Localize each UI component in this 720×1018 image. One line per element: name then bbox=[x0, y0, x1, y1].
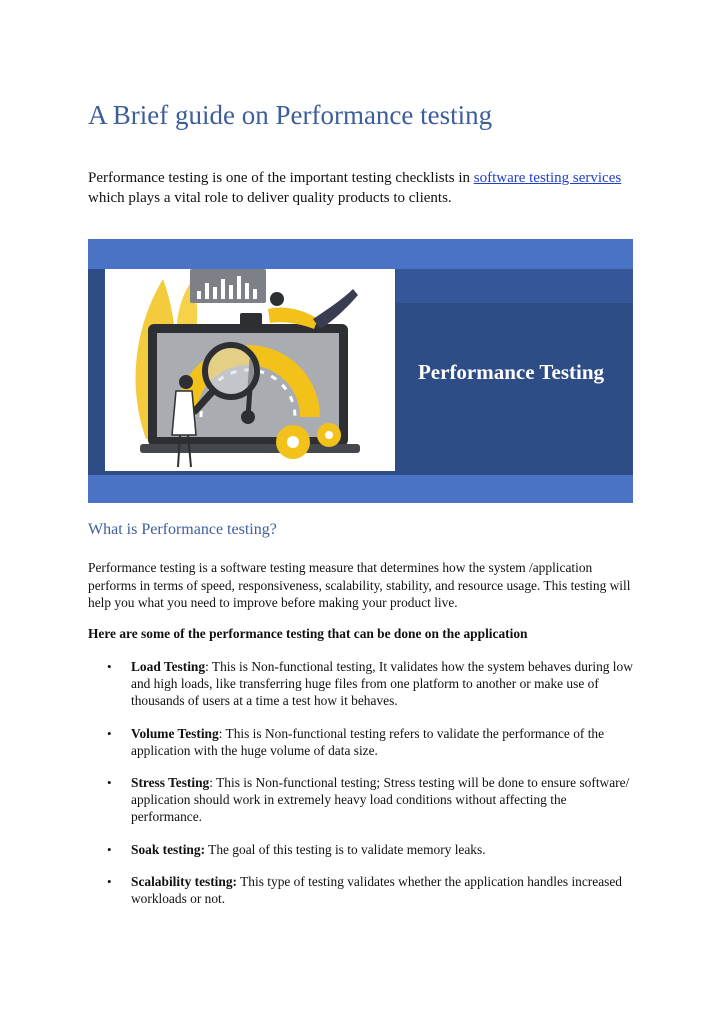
list-item-separator: : bbox=[209, 775, 213, 791]
list-item-term: Soak testing: bbox=[131, 841, 206, 857]
bullet-icon: • bbox=[107, 775, 112, 791]
list-item bbox=[88, 873, 638, 907]
section-heading: What is Performance testing? bbox=[88, 521, 277, 538]
testing-types-list bbox=[88, 658, 638, 922]
intro-text-after: which plays a vital role to deliver quality products to clients. bbox=[88, 190, 452, 206]
list-item-separator: : bbox=[205, 659, 209, 674]
list-heading: Here are some of the performance testing that can be done on the application bbox=[88, 626, 528, 641]
section-paragraph: Performance testing is a software testing measure that determines how the system /application performs in terms of speed, responsiveness, scalability, stability, and resource usage. This testing will help you what you need to improve before making your product live. bbox=[88, 560, 631, 611]
page-title: A Brief guide on Performance testing bbox=[88, 100, 493, 130]
hero-banner-text: Performance Testing bbox=[417, 360, 605, 384]
list-item bbox=[88, 725, 638, 759]
bullet-icon: • bbox=[107, 873, 112, 889]
list-item bbox=[88, 774, 638, 826]
hero-image bbox=[88, 239, 633, 503]
list-item bbox=[88, 658, 638, 710]
bullet-icon: • bbox=[107, 725, 112, 741]
list-item-text: This is Non-functional testing, It validates how the system behaves during low and high loads, like transferring huge files from one platform to another or make use of thousands of users at a time a test how it behaves. bbox=[131, 659, 633, 709]
list-item-term: Scalability testing: bbox=[131, 873, 238, 889]
software-testing-services-link[interactable]: software testing services bbox=[473, 170, 622, 186]
list-item-term: Volume Testing bbox=[131, 725, 219, 741]
list-item-text: This is Non-functional testing refers to validate the performance of the application with the huge volume of data size. bbox=[131, 725, 605, 758]
bullet-icon: • bbox=[107, 841, 112, 857]
list-item-separator: : bbox=[218, 725, 223, 741]
list-item bbox=[88, 841, 638, 858]
list-item-text: The goal of this testing is to validate memory leaks. bbox=[205, 841, 486, 857]
performance-testing-illustration bbox=[88, 239, 633, 503]
intro-paragraph bbox=[88, 168, 636, 208]
intro-text-before: Performance testing is one of the important testing checklists in bbox=[88, 170, 474, 186]
list-item-term: Stress Testing bbox=[131, 775, 210, 791]
bullet-icon: • bbox=[107, 659, 112, 674]
list-item-term: Load Testing bbox=[131, 659, 206, 674]
list-item-text: This type of testing validates whether the application handles increased workloads or not. bbox=[131, 873, 623, 907]
list-item-text: This is Non-functional testing; Stress testing will be done to ensure software/ application should work in extremely heavy load conditions without affecting the performance. bbox=[131, 775, 630, 825]
